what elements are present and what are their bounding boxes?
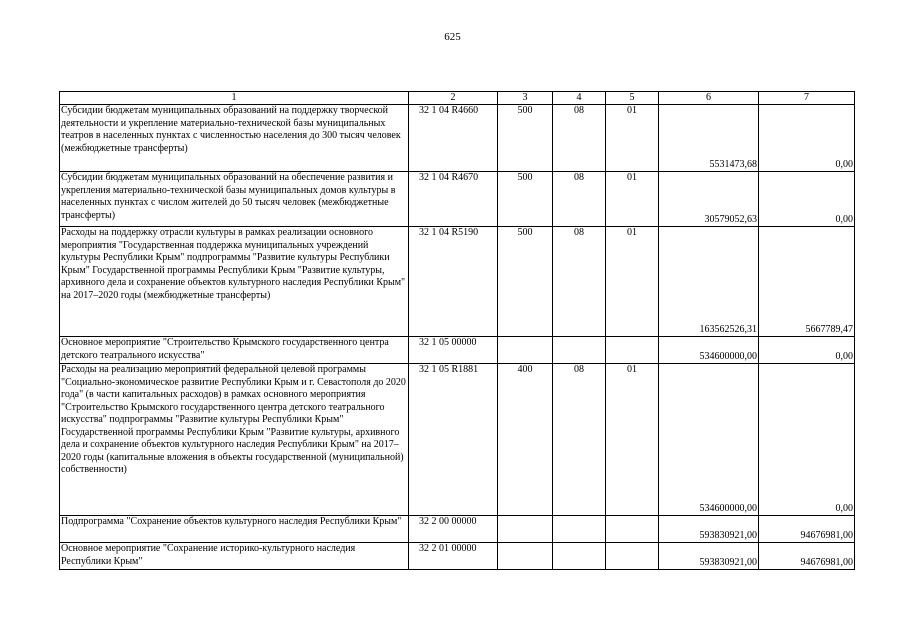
table-row	[60, 105, 855, 172]
table-row	[60, 337, 855, 364]
row-col6: 534600000,00	[659, 364, 759, 516]
row-col6: 593830921,00	[659, 516, 759, 543]
row-col3	[498, 516, 553, 543]
row-col4	[553, 337, 606, 364]
header-cell-6: 6	[659, 92, 759, 105]
row-col6: 534600000,00	[659, 337, 759, 364]
row-description: Расходы на поддержку отрасли культуры в рамках реализации основного мероприятия "Государственная поддержка муниципальных учреждений культуры Республики Крым" подпрограммы "Развитие культуры Республики Крым" Государственной программы Республики Крым "Развитие культуры, архивного дела и сохранение объектов культурного наследия Республики Крым" на 2017–2020 годы (межбюджетные трансферты)	[60, 227, 409, 337]
row-code: 32 1 04 R4670	[409, 172, 498, 227]
row-code: 32 1 04 R5190	[409, 227, 498, 337]
row-col6: 593830921,00	[659, 543, 759, 570]
row-col5	[606, 337, 659, 364]
row-col4: 08	[553, 364, 606, 516]
row-col5: 01	[606, 172, 659, 227]
row-col3: 500	[498, 227, 553, 337]
row-description: Субсидии бюджетам муниципальных образований на обеспечение развития и укрепления материально-технической базы муниципальных домов культуры в населенных пунктах с числом жителей до 50 тысяч человек (межбюджетные трансферты)	[60, 172, 409, 227]
row-col7: 94676981,00	[759, 543, 855, 570]
row-description: Подпрограмма "Сохранение объектов культурного наследия Республики Крым"	[60, 516, 409, 543]
row-code: 32 1 05 00000	[409, 337, 498, 364]
row-col3	[498, 337, 553, 364]
header-cell-1: 1	[60, 92, 409, 105]
row-col5: 01	[606, 227, 659, 337]
row-col5	[606, 516, 659, 543]
row-col3	[498, 543, 553, 570]
budget-table	[59, 91, 855, 570]
row-col4	[553, 543, 606, 570]
row-col4: 08	[553, 105, 606, 172]
row-col4	[553, 516, 606, 543]
row-code: 32 1 04 R4660	[409, 105, 498, 172]
table-row	[60, 364, 855, 516]
header-cell-4: 4	[553, 92, 606, 105]
row-code: 32 2 01 00000	[409, 543, 498, 570]
header-cell-5: 5	[606, 92, 659, 105]
header-cell-7: 7	[759, 92, 855, 105]
row-col5: 01	[606, 105, 659, 172]
table-row	[60, 227, 855, 337]
header-cell-3: 3	[498, 92, 553, 105]
row-col7: 5667789,47	[759, 227, 855, 337]
row-col4: 08	[553, 227, 606, 337]
row-col6: 30579052,63	[659, 172, 759, 227]
row-col6: 163562526,31	[659, 227, 759, 337]
table-row	[60, 543, 855, 570]
row-col7: 94676981,00	[759, 516, 855, 543]
row-col7: 0,00	[759, 364, 855, 516]
header-cell-2: 2	[409, 92, 498, 105]
row-col6: 5531473,68	[659, 105, 759, 172]
row-description: Основное мероприятие "Сохранение историко-культурного наследия Республики Крым"	[60, 543, 409, 570]
table-header-row	[60, 92, 855, 105]
table-row	[60, 172, 855, 227]
row-col7: 0,00	[759, 337, 855, 364]
table-body	[60, 92, 855, 570]
table-row	[60, 516, 855, 543]
row-description: Основное мероприятие "Строительство Крымского государственного центра детского театрального искусства"	[60, 337, 409, 364]
row-col4: 08	[553, 172, 606, 227]
row-code: 32 1 05 R1881	[409, 364, 498, 516]
row-col5: 01	[606, 364, 659, 516]
row-col3: 400	[498, 364, 553, 516]
row-col3: 500	[498, 172, 553, 227]
row-description: Расходы на реализацию мероприятий федеральной целевой программы "Социально-экономическое развитие Республики Крым и г. Севастополя до 2020 года" (в части капитальных расходов) в рамках основного мероприятия "Строительство Крымского государственного центра детского театрального искусства" подпрограммы "Развитие культуры Республики Крым" Государственной программы Республики Крым "Развитие культуры, архивного дела и сохранение объектов культурного наследия Республики Крым" на 2017–2020 годы (капитальные вложения в объекты государственной (муниципальной) собственности)	[60, 364, 409, 516]
row-description: Субсидии бюджетам муниципальных образований на поддержку творческой деятельности и укрепление материально-технической базы муниципальных театров в населенных пунктах с численностью населения до 300 тысяч человек (межбюджетные трансферты)	[60, 105, 409, 172]
row-col5	[606, 543, 659, 570]
row-col7: 0,00	[759, 105, 855, 172]
row-code: 32 2 00 00000	[409, 516, 498, 543]
row-col7: 0,00	[759, 172, 855, 227]
page-number: 625	[444, 31, 461, 43]
row-col3: 500	[498, 105, 553, 172]
